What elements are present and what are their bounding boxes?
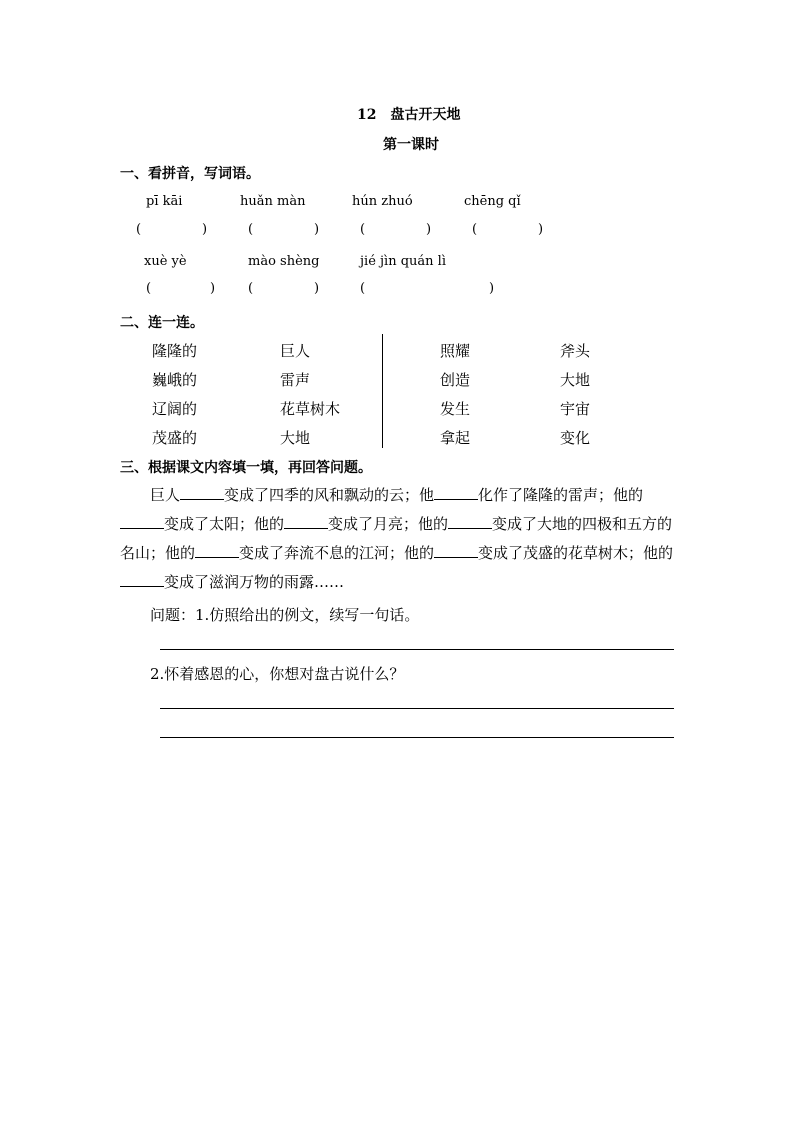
match-right-b-1: 斧头 — [560, 342, 591, 360]
answer-paren-open: ( — [248, 222, 254, 237]
answer-line[interactable] — [160, 649, 674, 650]
answer-paren-open: ( — [146, 281, 152, 296]
answer-paren-close: ) — [538, 222, 544, 237]
match-left-b-2: 雷声 — [280, 371, 311, 389]
text-segment: 变成了月亮；他的 — [328, 515, 449, 533]
pinyin-6: mào shèng — [248, 254, 320, 269]
match-left-b-4: 大地 — [280, 429, 311, 447]
match-right-a-3: 发生 — [440, 400, 471, 418]
pinyin-3: hún zhuó — [352, 194, 413, 209]
fill-blank[interactable] — [434, 543, 478, 558]
fill-blank[interactable] — [120, 572, 164, 587]
match-left-b-3: 花草树木 — [280, 400, 341, 418]
answer-line[interactable] — [160, 737, 674, 738]
match-left-b-1: 巨人 — [280, 342, 311, 360]
answer-paren-close: ) — [489, 281, 495, 296]
text-segment: 变成了太阳；他的 — [164, 515, 285, 533]
answer-paren-close: ) — [202, 222, 208, 237]
answer-line[interactable] — [160, 708, 674, 709]
answer-paren-open: ( — [360, 281, 366, 296]
fill-blank[interactable] — [284, 514, 328, 529]
match-right-a-2: 创造 — [440, 371, 471, 389]
pinyin-2: huǎn màn — [240, 194, 306, 209]
text-segment: 化作了隆隆的雷声；他的 — [478, 486, 644, 504]
page-subtitle: 第一课时 — [383, 137, 439, 153]
page-title: 12 盘古开天地 — [357, 107, 461, 123]
text-segment: 变成了茂盛的花草树木；他的 — [478, 544, 674, 562]
match-right-a-4: 拿起 — [440, 429, 471, 447]
match-left-a-1: 隆隆的 — [152, 342, 198, 360]
match-right-b-2: 大地 — [560, 371, 591, 389]
question-1: 问题：1.仿照给出的例文，续写一句话。 — [150, 606, 420, 624]
fill-blank[interactable] — [180, 485, 224, 500]
pinyin-5: xuè yè — [144, 254, 187, 269]
column-divider — [382, 334, 383, 448]
answer-paren-open: ( — [472, 222, 478, 237]
answer-paren-close: ) — [210, 281, 216, 296]
fill-blank[interactable] — [434, 485, 478, 500]
fill-blank[interactable] — [195, 543, 239, 558]
text-segment: 变成了大地的四极和五方的名山；他的 — [120, 515, 673, 562]
answer-paren-close: ) — [314, 281, 320, 296]
answer-paren-open: ( — [248, 281, 254, 296]
fill-in-paragraph — [120, 481, 676, 597]
match-right-a-1: 照耀 — [440, 342, 471, 360]
text-segment: 变成了奔流不息的江河；他的 — [239, 544, 435, 562]
match-left-a-4: 茂盛的 — [152, 429, 198, 447]
text-segment: 变成了四季的风和飘动的云；他 — [224, 486, 435, 504]
match-left-a-2: 巍峨的 — [152, 371, 198, 389]
answer-paren-open: ( — [136, 222, 142, 237]
fill-blank[interactable] — [120, 514, 164, 529]
fill-blank[interactable] — [448, 514, 492, 529]
text-segment: 变成了滋润万物的雨露…… — [164, 573, 345, 591]
match-right-b-4: 变化 — [560, 429, 591, 447]
pinyin-4: chēng qǐ — [464, 194, 521, 209]
answer-paren-open: ( — [360, 222, 366, 237]
answer-paren-close: ) — [426, 222, 432, 237]
answer-paren-close: ) — [314, 222, 320, 237]
pinyin-1: pī kāi — [146, 194, 183, 209]
match-right-b-3: 宇宙 — [560, 400, 591, 418]
section2-heading: 二、连一连。 — [120, 315, 204, 331]
pinyin-7: jié jìn quán lì — [360, 254, 446, 269]
question-2: 2.怀着感恩的心，你想对盘古说什么？ — [150, 665, 405, 683]
match-left-a-3: 辽阔的 — [152, 400, 198, 418]
section1-heading: 一、看拼音，写词语。 — [120, 166, 260, 182]
section3-heading: 三、根据课文内容填一填，再回答问题。 — [120, 460, 372, 476]
text-segment: 巨人 — [150, 486, 181, 504]
